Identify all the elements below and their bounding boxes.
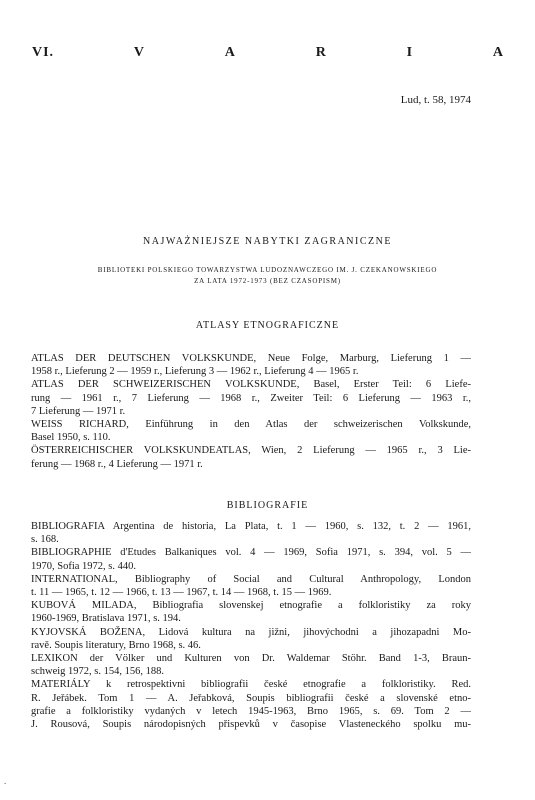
entry-line: grafie a folkloristiky vydaných v letech 1945-1963, Brno 1965, s. 69. Tom 2 — [31, 705, 471, 717]
entry-line: ferung — 1968 r., 4 Lieferung — 1971 r. [31, 458, 203, 470]
entry-line: ATLAS DER DEUTSCHEN VOLKSKUNDE, Neue Folge, Marburg, Lieferung 1 — [31, 353, 471, 364]
entry-line: KYJOVSKÁ BOŽENA, Lidová kultura na jižni, jihovýchodni a jihozapadni Mo- [31, 626, 471, 638]
entry-line: INTERNATIONAL, Bibliography of Social and Cultural Anthropology, London [31, 573, 471, 585]
entry-line: LEXIKON der Völker und Kulturen von Dr. Waldemar Stöhr. Band 1-3, Braun- [31, 652, 471, 664]
header-letter: I [406, 45, 414, 60]
entry-line: rung — 1961 r., 7 Lieferung — 1968 r., Zweiter Teil: 6 Lieferung — 1963 r., [31, 392, 471, 404]
article-subtitle [30, 265, 505, 287]
entry-line: BIBLIOGRAFIA Argentina de historia, La Plata, t. 1 — 1960, s. 132, t. 2 — 1961, [31, 521, 471, 532]
entry-line: ATLAS DER SCHWEIZERISCHEN VOLKSKUNDE, Basel, Erster Teil: 6 Liefe- [31, 379, 471, 391]
entry-line: t. 11 — 1965, t. 12 — 1966, t. 13 — 1967, t. 14 — 1968, t. 15 — 1969. [31, 586, 332, 598]
entry-line: ravě. Soupis literatury, Brno 1968, s. 46. [31, 639, 201, 651]
header-letter: A [492, 45, 504, 60]
entry-line: MATERIÁLY k retrospektivni bibliografii české etnografie a folkloristiky. Red. [31, 679, 471, 691]
header-letter: A [224, 45, 236, 60]
bibliography-entries [31, 520, 471, 731]
entry-line: s. 168. [31, 534, 59, 546]
entry-line: J. Rousová, Soupis národopisných přispevků v časopise Vlasteneckého spolku mu- [31, 718, 471, 730]
entry-line: 1970, Sofia 1972, s. 440. [31, 560, 136, 572]
entry-line: WEISS RICHARD, Einführung in den Atlas der schweizerischen Volkskunde, [31, 418, 471, 430]
chapter-number: VI. [32, 45, 55, 60]
section-heading-atlases: ATLASY ETNOGRAFICZNE [195, 320, 340, 331]
entry-line: KUBOVÁ MILADA, Bibliografia slovenskej etnografie a folkloristiky za roky [31, 600, 471, 612]
entry-line: BIBLIOGRAPHIE d'Etudes Balkaniques vol. 4 — 1969, Sofia 1971, s. 394, vol. 5 — [31, 547, 471, 559]
entry-line: 7 Lieferung — 1971 r. [31, 405, 126, 417]
atlases-entries [31, 352, 471, 471]
entry-line: Basel 1950, s. 110. [31, 432, 111, 444]
entry-line: 1958 r., Lieferung 2 — 1959 r., Lieferung 3 — 1962 r., Lieferung 4 — 1965 r. [31, 366, 359, 378]
corner-mark: . [4, 776, 7, 786]
subtitle-line: BIBLIOTEKI POLSKIEGO TOWARZYSTWA LUDOZNAWCZEGO IM. J. CZEKANOWSKIEGO [97, 266, 438, 274]
header-letter: R [315, 45, 327, 60]
header-letter: V [133, 45, 145, 60]
entry-line: schweig 1972, s. 154, 156, 188. [31, 666, 164, 678]
section-heading-bibliographies: BIBLIOGRAFIE [226, 500, 309, 511]
entry-line: R. Jeřábek. Tom 1 — A. Jeřabková, Soupis bibliografii české a slovenské etno- [31, 692, 471, 704]
entry-line: ÖSTERREICHISCHER VOLKSKUNDEATLAS, Wien, 2 Lieferung — 1965 r., 3 Lie- [31, 445, 471, 457]
entry-line: 1960-1969, Bratislava 1971, s. 194. [31, 613, 181, 625]
running-header [32, 42, 504, 64]
subtitle-line: ZA LATA 1972-1973 (BEZ CZASOPISM) [194, 277, 341, 285]
journal-reference: Lud, t. 58, 1974 [400, 94, 471, 106]
article-title: NAJWAŻNIEJSZE NABYTKI ZAGRANICZNE [143, 236, 392, 247]
